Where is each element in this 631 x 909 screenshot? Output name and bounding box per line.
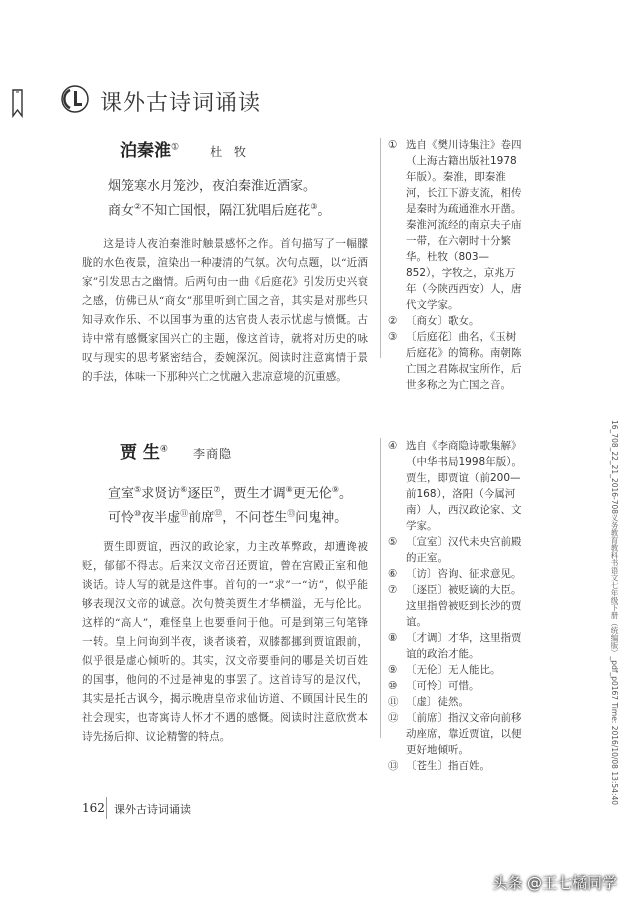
section-badge-icon — [60, 84, 90, 114]
note-item: ⑦ 〔逐臣〕被贬谪的大臣。这里指曾被贬到长沙的贾谊。 — [388, 584, 522, 628]
footer-label: 课外古诗词诵读 — [114, 803, 191, 816]
bookmark-icon — [10, 88, 26, 118]
poem2-analysis: 贾生即贾谊，西汉的政论家，力主改革弊政，却遭谗被贬，郁郁不得志。后来汉文帝召还贾谊，曾在宫殿正室和他谈话。诗人写的就是这件事。首句的一“求”一“访”，似乎能够表现汉文帝的诚意。次句赞美贾生才华横溢，无与伦比。这样的“高人”，难怪皇上也要垂问于他。可是到第三句笔锋一转。皇上问询到半夜，谈者谈着，双膝都挪到贾谊跟前，似乎很是虚心倾听的。其实，汉文帝要垂问的哪是关切百姓的国事，他问的不过是神鬼的事罢了。这首诗写的是汉代，其实是托古讽今，揭示晚唐皇帝求仙访道、不顾国计民生的社会现实，也寄寓诗人怀才不遇的感慨。阅读时注意欣赏本诗先扬后抑、议论精警的特点。 — [82, 541, 368, 743]
note-item: ⑨ 〔无伦〕无人能比。 — [388, 664, 501, 676]
poem2-notes — [388, 438, 523, 774]
note-item: ① 选自《樊川诗集注》卷四（上海古籍出版社1978年版）。秦淮，即秦淮河，长江下游支流，相传是秦时为疏通淮水开凿。秦淮河流经的南京夫子庙一带，在六朝时十分繁华。杜牧（803—852），字牧之，京兆万年（今陕西西安）人，唐代文学家。 — [388, 139, 522, 311]
note-item: ⑧ 〔才调〕才华，这里指贾谊的政治才能。 — [388, 632, 522, 660]
watermark: 头条 @王七橘同学 — [492, 874, 617, 892]
poem1-analysis: 这是诗人夜泊秦淮时触景感怀之作。首句描写了一幅朦胧的水色夜景，渲染出一种凄清的气氛。次句点题，以“近酒家”引发思古之幽情。后两句由一曲《后庭花》引发历史兴衰之感，仿佛已从“商女”那里听到亡国之音，其实是对那些只知寻欢作乐、不以国事为重的达官贵人表示忧虑与愤慨。古诗中常有感慨家国兴亡的主题，像这首诗，就将对历史的咏叹与现实的思考紧密结合，委婉深沉。阅读时注意寓情于景的手法，体味一下那种兴亡之忧融入悲凉意境的沉重感。 — [82, 238, 368, 383]
notes-divider-1 — [380, 138, 381, 358]
poem2-title: 贾 生④ — [120, 443, 168, 463]
note-item: ③ 〔后庭花〕曲名，《玉树后庭花》的简称。南朝陈亡国之君陈叔宝所作，后世多称之为亡国之音。 — [388, 331, 522, 391]
poem2-author: 李商隐 — [193, 447, 233, 461]
note-item: ⑪ 〔虚〕徒然。 — [388, 696, 469, 708]
poem2-line2: 可怜⑩夜半虚⑪前席⑫，不问苍生⑬问鬼神。 — [108, 509, 348, 526]
note-item: ⑫ 〔前席〕指汉文帝向前移动座席，靠近贾谊，以便更好地倾听。 — [388, 712, 522, 756]
note-item: ④ 选自《李商隐诗歌集解》（中华书局1998年版）。贾生，即贾谊（前200—前168），洛阳（今属河南）人，西汉政论家、文学家。 — [388, 440, 522, 532]
notes-divider-2 — [380, 438, 381, 738]
poem2-line1: 宣室⑤求贤访⑥逐臣⑦，贾生才调⑧更无伦⑨。 — [108, 485, 352, 502]
poem2-verse — [108, 480, 352, 529]
print-info-sidebar: 16_708_22_21_2016-708义务教育教科书语文七年级下册（统编版）_pdf_p0167 Time: 2016/10/08 13:54:40 — [610, 420, 619, 806]
note-item: ⑬ 〔苍生〕指百姓。 — [388, 760, 490, 772]
poem2-title-block — [120, 438, 232, 463]
note-item: ② 〔商女〕歌女。 — [388, 315, 480, 327]
page-number: 162 — [82, 801, 105, 815]
note-item: ⑥ 〔访〕咨询、征求意见。 — [388, 568, 522, 580]
poem1-notes — [388, 137, 523, 393]
note-item: ⑩ 〔可怜〕可惜。 — [388, 680, 480, 692]
section-title: 课外古诗词诵读 — [100, 91, 262, 116]
poem1-author: 杜 牧 — [210, 145, 250, 159]
poem1-verse — [108, 177, 330, 221]
poem1-line1: 烟笼寒水月笼沙，夜泊秦淮近酒家。 — [108, 179, 317, 194]
footer-separator — [106, 797, 107, 819]
poem1-title: 泊秦淮① — [120, 141, 180, 161]
note-item: ⑤ 〔宣室〕汉代未央宫前殿的正室。 — [388, 536, 522, 564]
poem1-title-block — [120, 136, 250, 161]
poem1-line2: 商女②不知亡国恨，隔江犹唱后庭花③。 — [108, 202, 331, 219]
